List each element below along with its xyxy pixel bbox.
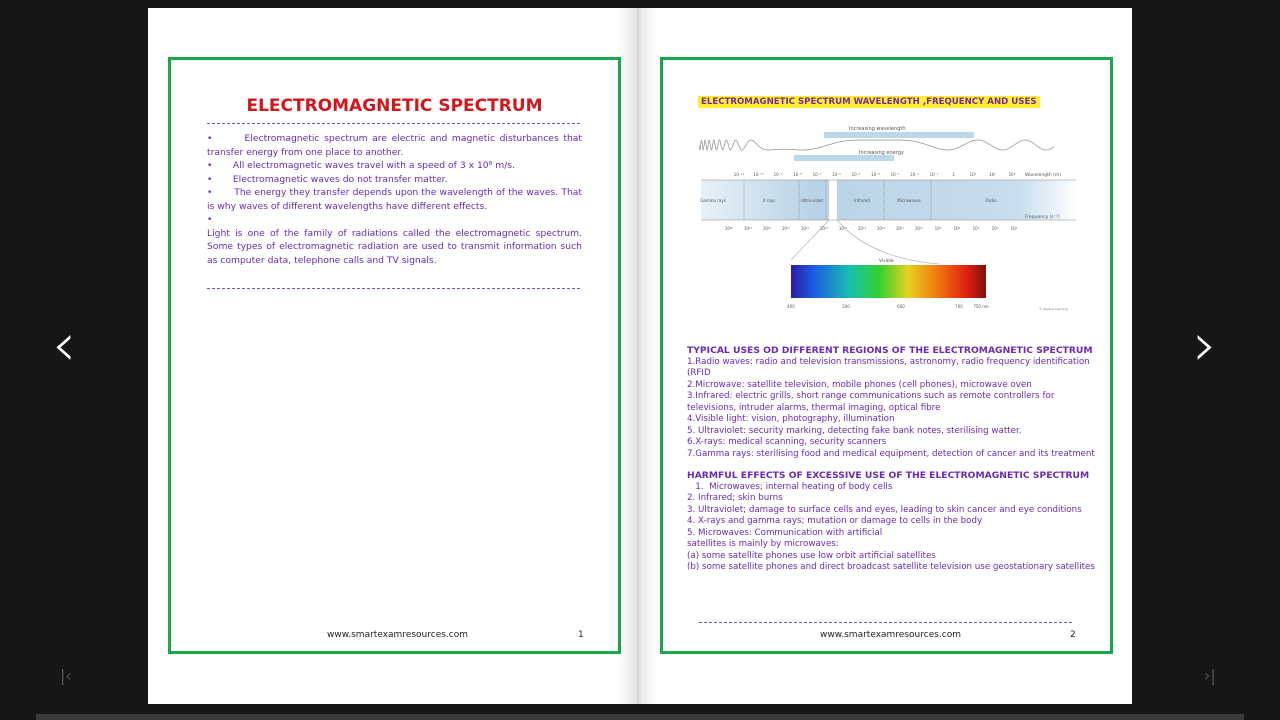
wavelength-tick: 10⁻⁹ — [773, 172, 783, 177]
wavelength-tick: 10⁻² — [910, 172, 919, 177]
list-item: 4. X-rays and gamma rays; mutation or damage to cells in the body — [687, 516, 983, 526]
list-item: 3.Infrared: electric grills, short range communications such as remote controllers for televisions, intruder alarms, thermal imaging, optical fibre — [687, 391, 1058, 413]
last-page-button[interactable]: ›| — [1204, 666, 1216, 685]
page-number: 1 — [578, 630, 584, 640]
bullet: • The energy they transfer depends upon the wavelength of the waves. That is why waves of different wavelengths have different effects. — [207, 187, 582, 212]
frequency-tick: 10¹⁷ — [781, 226, 791, 231]
frequency-tick: 10¹⁶ — [800, 226, 810, 231]
list-item: (a) some satellite phones use low orbit artificial satellites — [687, 550, 936, 561]
footer-url: www.smartexamresources.com — [820, 630, 962, 640]
list-item: satellites is mainly by microwaves: — [687, 539, 839, 549]
bullet-text: The energy they transfer depends upon the wavelength of the waves. That is why waves of different wavelengths have different effects. — [207, 187, 582, 212]
divider — [699, 622, 1072, 623]
visible-tick: 600 — [897, 304, 905, 309]
page-title: ELECTROMAGNETIC SPECTRUM — [246, 96, 543, 116]
list-item: 5. Microwaves: Communication with artificial — [687, 527, 883, 538]
book-viewer — [148, 8, 1132, 704]
frequency-tick: 10²⁰ — [724, 226, 734, 231]
list-item: (b) some satellite phones and direct broadcast satellite television use geostationary satellites — [687, 562, 1095, 572]
visible-label: Visible — [879, 259, 894, 264]
wavelength-tick: 10⁻⁶ — [832, 172, 841, 177]
visible-tick: 400 — [787, 304, 795, 309]
bullet: • Electromagnetic waves do not transfer matter. — [207, 173, 448, 185]
page-2-body — [687, 345, 1096, 574]
wavelength-tick: 10³ — [1008, 172, 1016, 177]
increasing-energy-label: Increasing energy — [859, 150, 904, 156]
list-item: 2. Infrared; skin burns — [687, 493, 783, 503]
frequency-tick: 10⁷ — [972, 226, 980, 231]
page-1 — [168, 57, 621, 654]
em-spectrum-diagram — [699, 122, 1079, 322]
frequency-tick: 10¹⁴ — [838, 226, 848, 231]
region-label: Microwaves — [897, 198, 921, 203]
list-item: 2.Microwave: satellite television, mobile phones (cell phones), microwave oven — [687, 379, 1032, 390]
page-number: 2 — [1070, 630, 1076, 640]
credit: © Sapling Learning — [1039, 307, 1069, 311]
frequency-tick: 10¹⁵ — [819, 226, 829, 231]
bullet-text: All electromagnetic waves travel with a speed of 3 x 10⁸ m/s. — [232, 160, 516, 171]
wavelength-tick: 10⁻³ — [890, 172, 900, 177]
spectrum-band — [701, 180, 1076, 220]
wavelength-tick: 10⁻⁵ — [851, 172, 861, 177]
bullet: • — [207, 214, 213, 225]
region-label: Ultra-violet — [800, 198, 824, 203]
list-item: 1.Radio waves: radio and television transmissions, astronomy, radio frequency identification (RFID — [687, 356, 1093, 378]
list-item: 6.X-rays: medical scanning, security scanners — [687, 437, 887, 447]
wave-graphic — [699, 140, 1054, 150]
frequency-tick: 10¹⁰ — [914, 226, 924, 231]
region-label: X rays — [762, 198, 776, 203]
bullet-text: Electromagnetic spectrum are electric and magnetic disturbances that transfer energy from one place to another. — [207, 133, 582, 158]
frequency-tick: 10¹³ — [857, 226, 867, 231]
uses-heading: TYPICAL USES OD DIFFERENT REGIONS OF THE ELECTROMAGNETIC SPECTRUM — [687, 345, 1093, 356]
wavelength-tick: 10¹ — [969, 172, 977, 177]
frequency-tick: 10⁸ — [953, 226, 961, 231]
visible-tick: 750 nm — [973, 304, 989, 309]
list-item: 5. Ultraviolet: security marking, detecting fake bank notes, sterilising watter. — [687, 425, 1022, 436]
wavelength-tick: 10⁻¹¹ — [733, 172, 745, 177]
frequency-tick: 10¹² — [876, 226, 886, 231]
wavelength-tick: 10⁻¹⁰ — [753, 172, 764, 177]
page-title: ELECTROMAGNETIC SPECTRUM WAVELENGTH ,FREQUENCY AND USES — [698, 96, 1040, 108]
visible-gap — [829, 180, 837, 220]
visible-spectrum-bar — [791, 265, 986, 298]
bottom-scrollbar[interactable] — [36, 714, 1244, 720]
list-item: 4.Visible light: vision, photography, illumination — [687, 414, 895, 424]
frequency-tick: 10⁹ — [934, 226, 942, 231]
wavelength-tick: 1 — [952, 172, 955, 177]
wavelength-tick: 10⁻¹ — [929, 172, 939, 177]
bullet: • All electromagnetic waves travel with a speed of 3 x 10⁸ m/s. — [207, 160, 516, 171]
divider — [207, 123, 580, 124]
region-label: Radio — [985, 198, 997, 203]
wavelength-tick: 10² — [989, 172, 996, 177]
frequency-tick: 10¹⁸ — [762, 226, 772, 231]
next-page-button[interactable]: › — [1193, 310, 1217, 380]
increasing-wavelength-label: Increasing wavelength — [849, 126, 906, 132]
list-item: 3. Ultraviolet; damage to surface cells and eyes, leading to skin cancer and eye conditions — [687, 504, 1082, 515]
increasing-wavelength-arrow — [824, 132, 974, 138]
frequency-tick: 10⁶ — [991, 226, 999, 231]
bullet-text: Electromagnetic waves do not transfer matter. — [232, 173, 448, 185]
frequency-tick: 10⁵ — [1010, 226, 1018, 231]
visible-tick: 500 — [842, 304, 850, 309]
wavelength-tick: 10⁻⁸ — [793, 172, 802, 177]
harmful-effects-heading: HARMFUL EFFECTS OF EXCESSIVE USE OF THE ELECTROMAGNETIC SPECTRUM — [687, 470, 1090, 481]
bullet: • Electromagnetic spectrum are electric and magnetic disturbances that transfer energy from one place to another. — [207, 133, 582, 158]
region-label: Gamma rays — [700, 198, 726, 203]
wavelength-tick: 10⁻⁷ — [812, 172, 822, 177]
page-1-body — [207, 132, 582, 267]
region-label: Infrared — [854, 198, 870, 203]
frequency-tick: 10¹⁹ — [743, 226, 753, 231]
previous-page-button[interactable]: ‹ — [52, 310, 76, 380]
wavelength-axis-label: Wavelength (m) — [1025, 173, 1062, 178]
list-item: 7.Gamma rays: sterilising food and medical equipment, detection of cancer and its treatment — [687, 448, 1095, 459]
book-spine — [618, 8, 658, 704]
first-page-button[interactable]: |‹ — [60, 666, 72, 685]
list-item: 1. Microwaves; internal heating of body cells — [687, 481, 893, 492]
paragraph: Light is one of the family of radiations called the electromagnetic spectrum. Some types of electromagnetic radiation are used to transmit information such as computer data, telephone calls and TV signals. — [207, 227, 582, 266]
frequency-axis-label: Frequency (s⁻¹) — [1025, 215, 1060, 220]
footer-url: www.smartexamresources.com — [327, 630, 469, 640]
frequency-tick: 10¹¹ — [895, 226, 905, 231]
visible-tick: 700 — [955, 304, 963, 309]
page-2 — [660, 57, 1113, 654]
divider — [207, 288, 580, 289]
wavelength-tick: 10⁻⁴ — [871, 172, 880, 177]
